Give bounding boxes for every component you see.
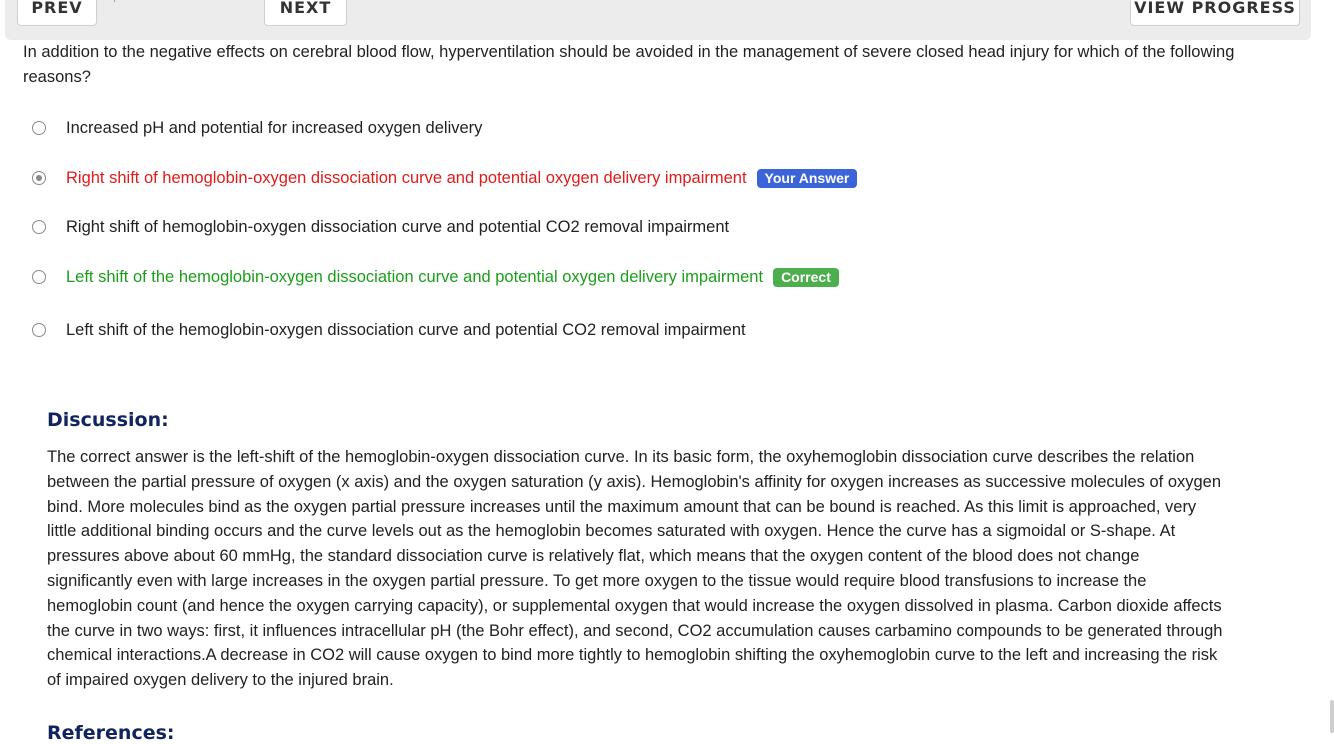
nav-divider [114,0,115,2]
references-heading: References: [47,722,175,744]
radio-button[interactable] [32,270,46,284]
answer-option-label: Increased pH and potential for increased oxygen delivery [66,118,483,137]
discussion-text: The correct answer is the left-shift of the hemoglobin-oxygen dissociation curve. In its basic form, the oxyhemoglobin dissociation curve describes the relation between the partial pressure of oxygen (x axis) and the oxygen saturation (y axis). Hemoglobin's affinity for oxygen increases as successive molecules of oxygen bind. More molecules bind as the oxygen partial pressure increases until the maximum amount that can be bound is reached. As this limit is approached, very little additional binding occurs and the curve levels out as the hemoglobin becomes saturated with oxygen. Hence the curve has a sigmoidal or S-shape. At pressures above about 60 mmHg, the standard dissociation curve is relatively flat, which means that the oxygen content of the blood does not change significantly even with large increases in the oxygen partial pressure. To get more oxygen to the tissue would require blood transfusions to increase the hemoglobin count (and hence the oxygen carrying capacity), or supplemental oxygen that would increase the oxygen dissolved in plasma. Carbon dioxide affects the curve in two ways: first, it influences intracellular pH (the Bohr effect), and second, CO2 accumulation causes carbamino compounds to be generated through chemical interactions.A decrease in CO2 will cause oxygen to bind more tightly to hemoglobin shifting the oxyhemoglobin curve to the left and increasing the risk of impaired oxygen delivery to the injured brain. [47,448,1223,690]
top-navigation-bar [5,0,1311,40]
answer-option-2[interactable] [32,166,857,190]
correct-badge: Correct [773,268,839,287]
answer-option-label: Left shift of the hemoglobin-oxygen dissociation curve and potential CO2 removal impairment [66,320,746,339]
answer-option-label: Right shift of hemoglobin-oxygen dissociation curve and potential CO2 removal impairment [66,217,730,236]
answer-option-5[interactable] [32,318,746,342]
view-progress-button[interactable]: VIEW PROGRESS [1130,0,1300,26]
answer-option-label: Left shift of the hemoglobin-oxygen dissociation curve and potential oxygen delivery impairment [66,267,764,286]
prev-button[interactable]: PREV [17,0,97,26]
question-text: In addition to the negative effects on cerebral blood flow, hyperventilation should be avoided in the management of severe closed head injury for which of the following reasons? [23,43,1235,86]
answer-option-1[interactable] [32,116,482,140]
radio-button[interactable] [32,323,46,337]
next-button[interactable]: NEXT [264,0,347,26]
scrollbar[interactable] [1330,700,1334,733]
discussion-heading: Discussion: [47,409,169,431]
radio-button[interactable] [32,121,46,135]
radio-button[interactable] [32,220,46,234]
answer-option-3[interactable] [32,215,729,239]
answer-option-label: Right shift of hemoglobin-oxygen dissociation curve and potential oxygen delivery impairment [66,168,747,187]
your-answer-badge: Your Answer [757,169,858,188]
answer-option-4[interactable] [32,265,839,289]
radio-button-selected[interactable] [32,171,46,185]
